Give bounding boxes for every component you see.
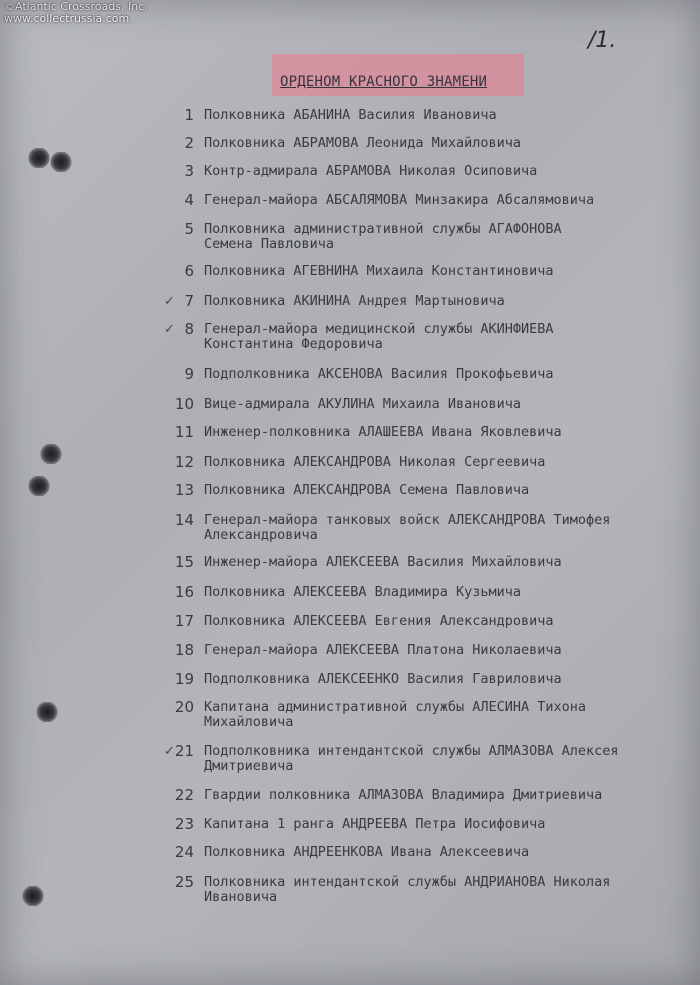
entry-line1: Полковника административной службы АГАФОНОВА (204, 221, 562, 237)
entry-text (204, 294, 505, 309)
entry-number: 6 (184, 262, 194, 280)
entry-number: 24 (174, 843, 194, 861)
entry-number: 25 (174, 873, 194, 891)
watermark-line1: ©Atlantic Crossroads, Inc. (4, 0, 148, 13)
entry-text (204, 672, 562, 687)
entry-number: 1 (184, 106, 194, 124)
entry-line1: Вице-адмирала АКУЛИНА Михаила Ивановича (204, 396, 521, 412)
check-mark-icon: ✓ (164, 322, 175, 337)
entry-text (204, 614, 554, 629)
entry-line1: Полковника АНДРЕЕНКОВА Ивана Алексеевича (204, 844, 530, 860)
punch-hole-icon (28, 476, 50, 496)
folio-number: /1. (588, 28, 617, 53)
punch-hole-icon (40, 444, 62, 464)
entry-line1: Полковника интендантской службы АНДРИАНОВА Николая (204, 874, 611, 890)
entry-number: 19 (174, 670, 194, 688)
entry-text (204, 700, 586, 730)
entry-number: 10 (174, 395, 194, 413)
entry-line1: Полковника АГЕВНИНА Михаила Константиновича (204, 263, 554, 279)
entry-text (204, 136, 521, 151)
entry-line1: Контр-адмирала АБРАМОВА Николая Осиповича (204, 163, 538, 179)
entry-line1: Капитана 1 ранга АНДРЕЕВА Петра Иосифовича (204, 816, 546, 832)
check-mark-icon: ✓ (164, 294, 175, 309)
entry-number: 2 (184, 134, 194, 152)
entry-text (204, 744, 619, 774)
entry-line1: Гвардии полковника АЛМАЗОВА Владимира Дмитриевича (204, 787, 603, 803)
entry-number: 23 (174, 815, 194, 833)
entry-line2: Александровича (204, 527, 318, 543)
entry-line1: Инженер-полковника АЛАШЕЕВА Ивана Яковлевича (204, 424, 562, 440)
entry-text (204, 397, 521, 412)
entry-text (204, 845, 529, 860)
entry-text (204, 367, 554, 382)
entry-number: 5 (184, 220, 194, 238)
entry-number: 13 (174, 481, 194, 499)
entry-text (204, 643, 562, 658)
entry-number: 9 (184, 365, 194, 383)
entry-text (204, 322, 554, 352)
entry-line1: Генерал-майора АЛЕКСЕЕВА Платона Николаевича (204, 642, 562, 658)
entry-line1: Полковника АЛЕКСАНДРОВА Семена Павловича (204, 482, 530, 498)
entry-line1: Подполковника АКСЕНОВА Василия Прокофьевича (204, 366, 554, 382)
entry-text (204, 108, 497, 123)
punch-hole-icon (50, 152, 72, 172)
entry-line1: Полковника АКИНИНА Андрея Мартыновича (204, 293, 505, 309)
entry-line1: Полковника АЛЕКСЕЕВА Владимира Кузьмича (204, 584, 521, 600)
punch-hole-icon (36, 702, 58, 722)
entry-line1: Полковника АБАНИНА Василия Ивановича (204, 107, 497, 123)
entry-number: 22 (174, 786, 194, 804)
entry-number: 12 (174, 453, 194, 471)
entry-number: 4 (184, 191, 194, 209)
entry-text (204, 483, 529, 498)
entry-text (204, 455, 545, 470)
entry-line2: Дмитриевича (204, 758, 294, 774)
entry-line2: Михайловича (204, 714, 294, 730)
entry-line1: Полковника АБРАМОВА Леонида Михайловича (204, 135, 521, 151)
entry-number: 17 (174, 612, 194, 630)
entry-number: 18 (174, 641, 194, 659)
entry-line2: Ивановича (204, 889, 278, 905)
entry-line1: Полковника АЛЕКСЕЕВА Евгения Александровича (204, 613, 554, 629)
entry-line1: Генерал-майора танковых войск АЛЕКСАНДРОВА Тимофея (204, 512, 611, 528)
entry-number: 15 (174, 553, 194, 571)
entry-line1: Подполковника интендантской службы АЛМАЗОВА Алексея (204, 743, 619, 759)
entry-number: 14 (174, 511, 194, 529)
entry-line1: Подполковника АЛЕКСЕЕНКО Василия Гавриловича (204, 671, 562, 687)
entry-text (204, 555, 562, 570)
entry-text (204, 164, 537, 179)
entry-line1: Капитана административной службы АЛЕСИНА Тихона (204, 699, 587, 715)
entry-number: 11 (174, 423, 194, 441)
entry-text (204, 264, 554, 279)
entry-line2: Константина Федоровича (204, 336, 383, 352)
check-mark-icon: ✓ (164, 744, 175, 759)
entry-number: 21 (174, 742, 194, 760)
entry-number: 7 (184, 292, 194, 310)
entry-text (204, 788, 602, 803)
entry-text (204, 585, 521, 600)
entry-number: 16 (174, 583, 194, 601)
entry-text (204, 513, 610, 543)
entry-text (204, 425, 562, 440)
punch-hole-icon (28, 148, 50, 168)
entry-number: 8 (184, 320, 194, 338)
entry-line1: Полковника АЛЕКСАНДРОВА Николая Сергеевича (204, 454, 546, 470)
watermark (4, 1, 148, 25)
entry-number: 20 (174, 698, 194, 716)
entry-line1: Инженер-майора АЛЕКСЕЕВА Василия Михайловича (204, 554, 562, 570)
entry-text (204, 817, 545, 832)
entry-line1: Генерал-майора АБСАЛЯМОВА Минзакира Абсалямовича (204, 192, 595, 208)
entry-text (204, 193, 594, 208)
punch-hole-icon (22, 886, 44, 906)
entry-line1: Генерал-майора медицинской службы АКИНФИЕВА (204, 321, 554, 337)
document-title: ОРДЕНОМ КРАСНОГО ЗНАМЕНИ (280, 74, 488, 90)
entry-line2: Семена Павловича (204, 236, 335, 252)
watermark-line2: www.collectrussia.com (4, 12, 130, 25)
entry-number: 3 (184, 162, 194, 180)
entry-text (204, 875, 610, 905)
entry-text (204, 222, 562, 252)
